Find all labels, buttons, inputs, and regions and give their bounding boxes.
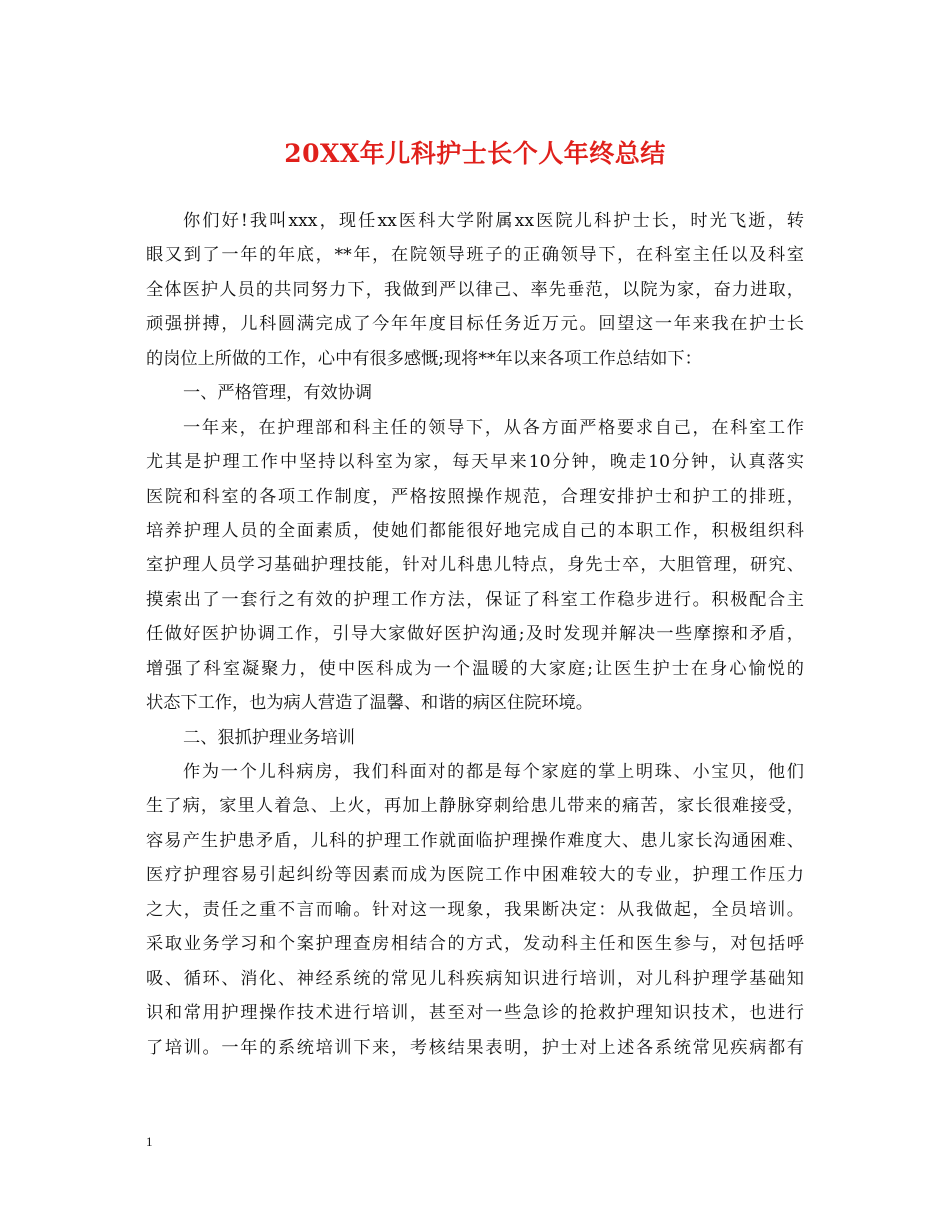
document-title: 20XX年儿科护士长个人年终总结 (284, 139, 666, 168)
text-line: 顽强拼搏，儿科圆满完成了今年年度目标任务近万元。回望这一年来我在护士长 (146, 314, 804, 335)
text-line: 采取业务学习和个案护理查房相结合的方式，发动科主任和医生参与，对包括呼 (146, 934, 804, 955)
text-line: 医疗护理容易引起纠纷等因素而成为医院工作中困难较大的专业，护理工作压力 (146, 865, 804, 886)
text-line: 室护理人员学习基础护理技能，针对儿科患儿特点，身先士卒，大胆管理，研究、 (146, 555, 804, 576)
text-line: 之大，责任之重不言而喻。针对这一现象，我果断决定：从我做起，全员培训。 (146, 899, 804, 920)
text-line: 培养护理人员的全面素质，使她们都能很好地完成自己的本职工作，积极组织科 (146, 520, 804, 541)
text-line: 了培训。一年的系统培训下来，考核结果表明，护士对上述各系统常见疾病都有 (146, 1037, 804, 1058)
document-body (146, 204, 804, 1065)
text-line: 摸索出了一套行之有效的护理工作方法，保证了科室工作稳步进行。积极配合主 (146, 589, 804, 610)
text-line: 状态下工作，也为病人营造了温馨、和谐的病区住院环境。 (146, 693, 593, 714)
text-line: 全体医护人员的共同努力下，我做到严以律己、率先垂范，以院为家，奋力进取， (146, 279, 804, 300)
text-line: 作为一个儿科病房，我们科面对的都是每个家庭的掌上明珠、小宝贝，他们 (183, 762, 804, 782)
text-line: 一年来，在护理部和科主任的领导下，从各方面严格要求自己，在科室工作 (183, 417, 804, 438)
text-line: 生了病，家里人着急、上火，再加上静脉穿刺给患儿带来的痛苦，家长很难接受， (146, 796, 804, 817)
text-line: 一、严格管理，有效协调 (183, 383, 373, 404)
text-line: 吸、循环、消化、神经系统的常见儿科疾病知识进行培训，对儿科护理学基础知 (146, 968, 804, 989)
text-line: 尤其是护理工作中坚持以科室为家，每天早来10分钟，晚走10分钟，认真落实 (146, 452, 804, 473)
text-line: 的岗位上所做的工作，心中有很多感慨;现将**年以来各项工作总结如下： (146, 348, 702, 369)
text-line: 任做好医护协调工作，引导大家做好医护沟通;及时发现并解决一些摩擦和矛盾， (146, 624, 804, 645)
text-line: 增强了科室凝聚力，使中医科成为一个温暖的大家庭;让医生护士在身心愉悦的 (146, 658, 804, 679)
text-line: 你们好!我叫xxx，现任xx医科大学附属xx医院儿科护士长，时光飞逝，转 (183, 211, 804, 231)
page-number: 1 (146, 1134, 153, 1149)
text-line: 识和常用护理操作技术进行培训，甚至对一些急诊的抢救护理知识技术，也进行 (146, 1003, 804, 1024)
text-line: 容易产生护患矛盾，儿科的护理工作就面临护理操作难度大、患儿家长沟通困难、 (146, 830, 804, 851)
text-line: 眼又到了一年的年底，**年，在院领导班子的正确领导下，在科室主任以及科室 (146, 245, 804, 266)
text-line: 医院和科室的各项工作制度，严格按照操作规范，合理安排护士和护工的排班， (146, 486, 804, 507)
text-line: 二、狠抓护理业务培训 (183, 727, 355, 748)
